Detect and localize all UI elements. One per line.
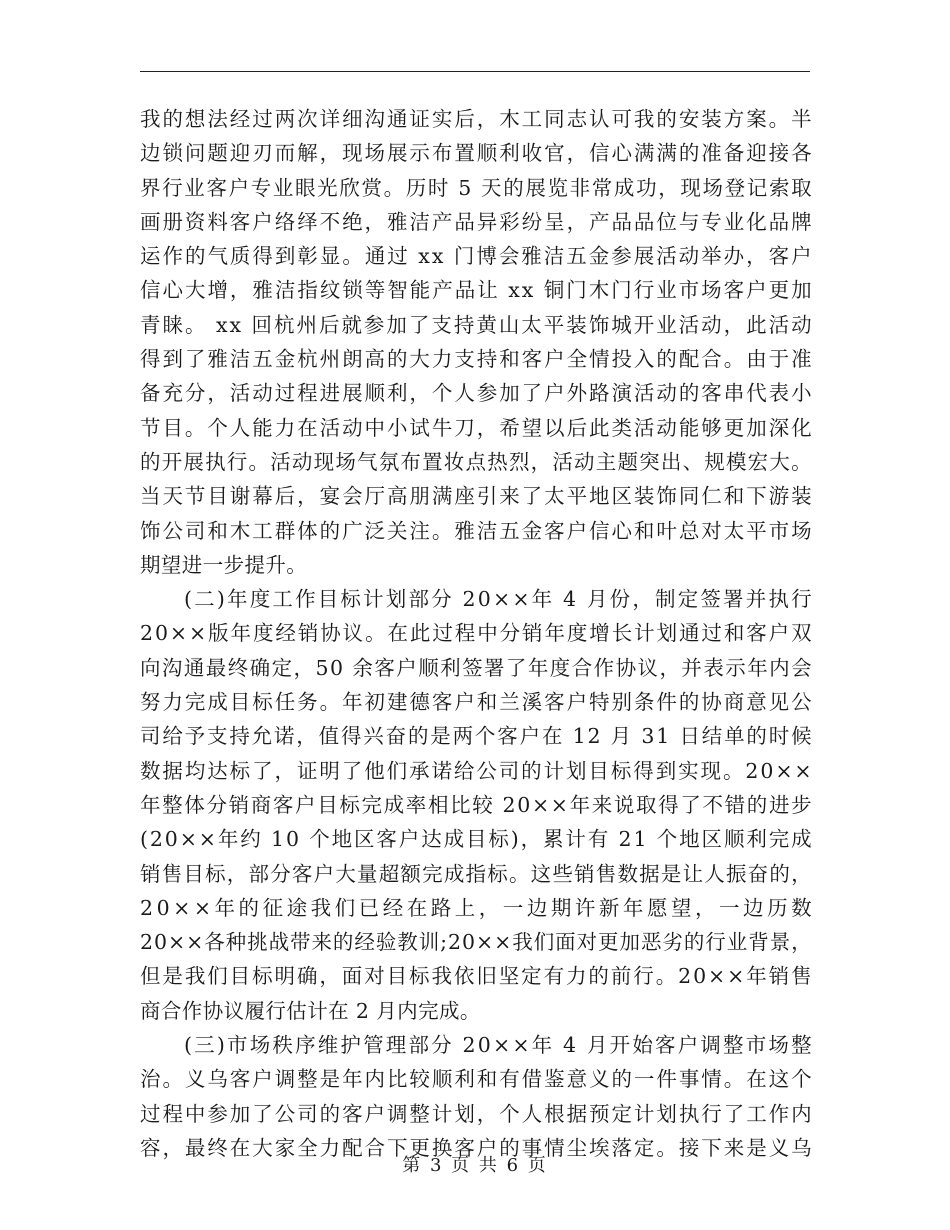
text-line: 饰公司和木工群体的广泛关注。雅洁五金客户信心和叶总对太平市场: [140, 518, 814, 543]
text-line: (20××年约 10 个地区客户达成目标)，累计有 21 个地区顺利完成: [140, 827, 814, 852]
text-line: (二)年度工作目标计划部分 20××年 4 月份，制定签署并执行: [184, 587, 814, 612]
text-line: 数据均达标了，证明了他们承诺给公司的计划目标得到实现。20××: [140, 758, 814, 783]
header-rule: [140, 71, 810, 72]
text-line: 治。义乌客户调整是年内比较顺利和有借鉴意义的一件事情。在这个: [140, 1067, 814, 1092]
text-line: 节目。个人能力在活动中小试牛刀，希望以后此类活动能够更加深化: [140, 415, 814, 440]
text-line: 运作的气质得到彰显。通过 xx 门博会雅洁五金参展活动举办，客户: [140, 244, 814, 269]
page-number: 第 3 页 共 6 页: [402, 1155, 548, 1176]
text-line: 向沟通最终确定，50 余客户顺利签署了年度合作协议，并表示年内会: [140, 655, 814, 680]
text-line: 但是我们目标明确，面对目标我依旧坚定有力的前行。20××年销售: [140, 964, 814, 989]
text-line: 得到了雅洁五金杭州朗高的大力支持和客户全情投入的配合。由于准: [140, 347, 814, 372]
text-line: 销售目标，部分客户大量超额完成指标。这些销售数据是让人振奋的，: [140, 861, 813, 886]
text-line: 界行业客户专业眼光欣赏。历时 5 天的展览非常成功，现场登记索取: [140, 175, 814, 200]
text-line: 司给予支持允诺，值得兴奋的是两个客户在 12 月 31 日结单的时候: [140, 724, 814, 749]
text-line: 青睐。 xx 回杭州后就参加了支持黄山太平装饰城开业活动，此活动: [140, 312, 814, 337]
text-line: 商合作协议履行估计在 2 月内完成。: [140, 998, 481, 1023]
text-line: 我的想法经过两次详细沟通证实后，木工同志认可我的安装方案。半: [140, 107, 814, 131]
text-line: 边锁问题迎刃而解，现场展示布置顺利收官，信心满满的准备迎接各: [140, 141, 814, 166]
text-line: 20××各种挑战带来的经验教训;20××我们面对更加恶劣的行业背景，: [140, 930, 813, 955]
text-line: 的开展执行。活动现场气氛布置妆点热烈，活动主题突出、规模宏大。: [140, 449, 813, 474]
text-line: 年整体分销商客户目标完成率相比较 20××年来说取得了不错的进步: [140, 792, 814, 817]
text-line: 备充分，活动过程进展顺利，个人参加了户外路演活动的客串代表小: [140, 381, 814, 406]
text-line: 期望进一步提升。: [140, 552, 308, 577]
document-body: [140, 102, 816, 1165]
text-line: 容，最终在大家全力配合下更换客户的事情尘埃落定。接下来是义乌: [140, 1135, 814, 1160]
text-line: 20××年的征途我们已经在路上，一边期许新年愿望，一边历数: [140, 895, 816, 920]
text-line: 努力完成目标任务。年初建德客户和兰溪客户特别条件的协商意见公: [140, 690, 814, 715]
text-line: 当天节目谢幕后，宴会厅高朋满座引来了太平地区装饰同仁和下游装: [140, 484, 814, 509]
text-line: 信心大增，雅洁指纹锁等智能产品让 xx 铜门木门行业市场客户更加: [140, 278, 814, 303]
text-line: 20××版年度经销协议。在此过程中分销年度增长计划通过和客户双: [140, 621, 814, 646]
text-line: (三)市场秩序维护管理部分 20××年 4 月开始客户调整市场整: [184, 1033, 814, 1058]
text-line: 画册资料客户络绎不绝，雅洁产品异彩纷呈，产品品位与专业化品牌: [140, 209, 814, 234]
text-line: 过程中参加了公司的客户调整计划，个人根据预定计划执行了工作内: [140, 1101, 814, 1126]
